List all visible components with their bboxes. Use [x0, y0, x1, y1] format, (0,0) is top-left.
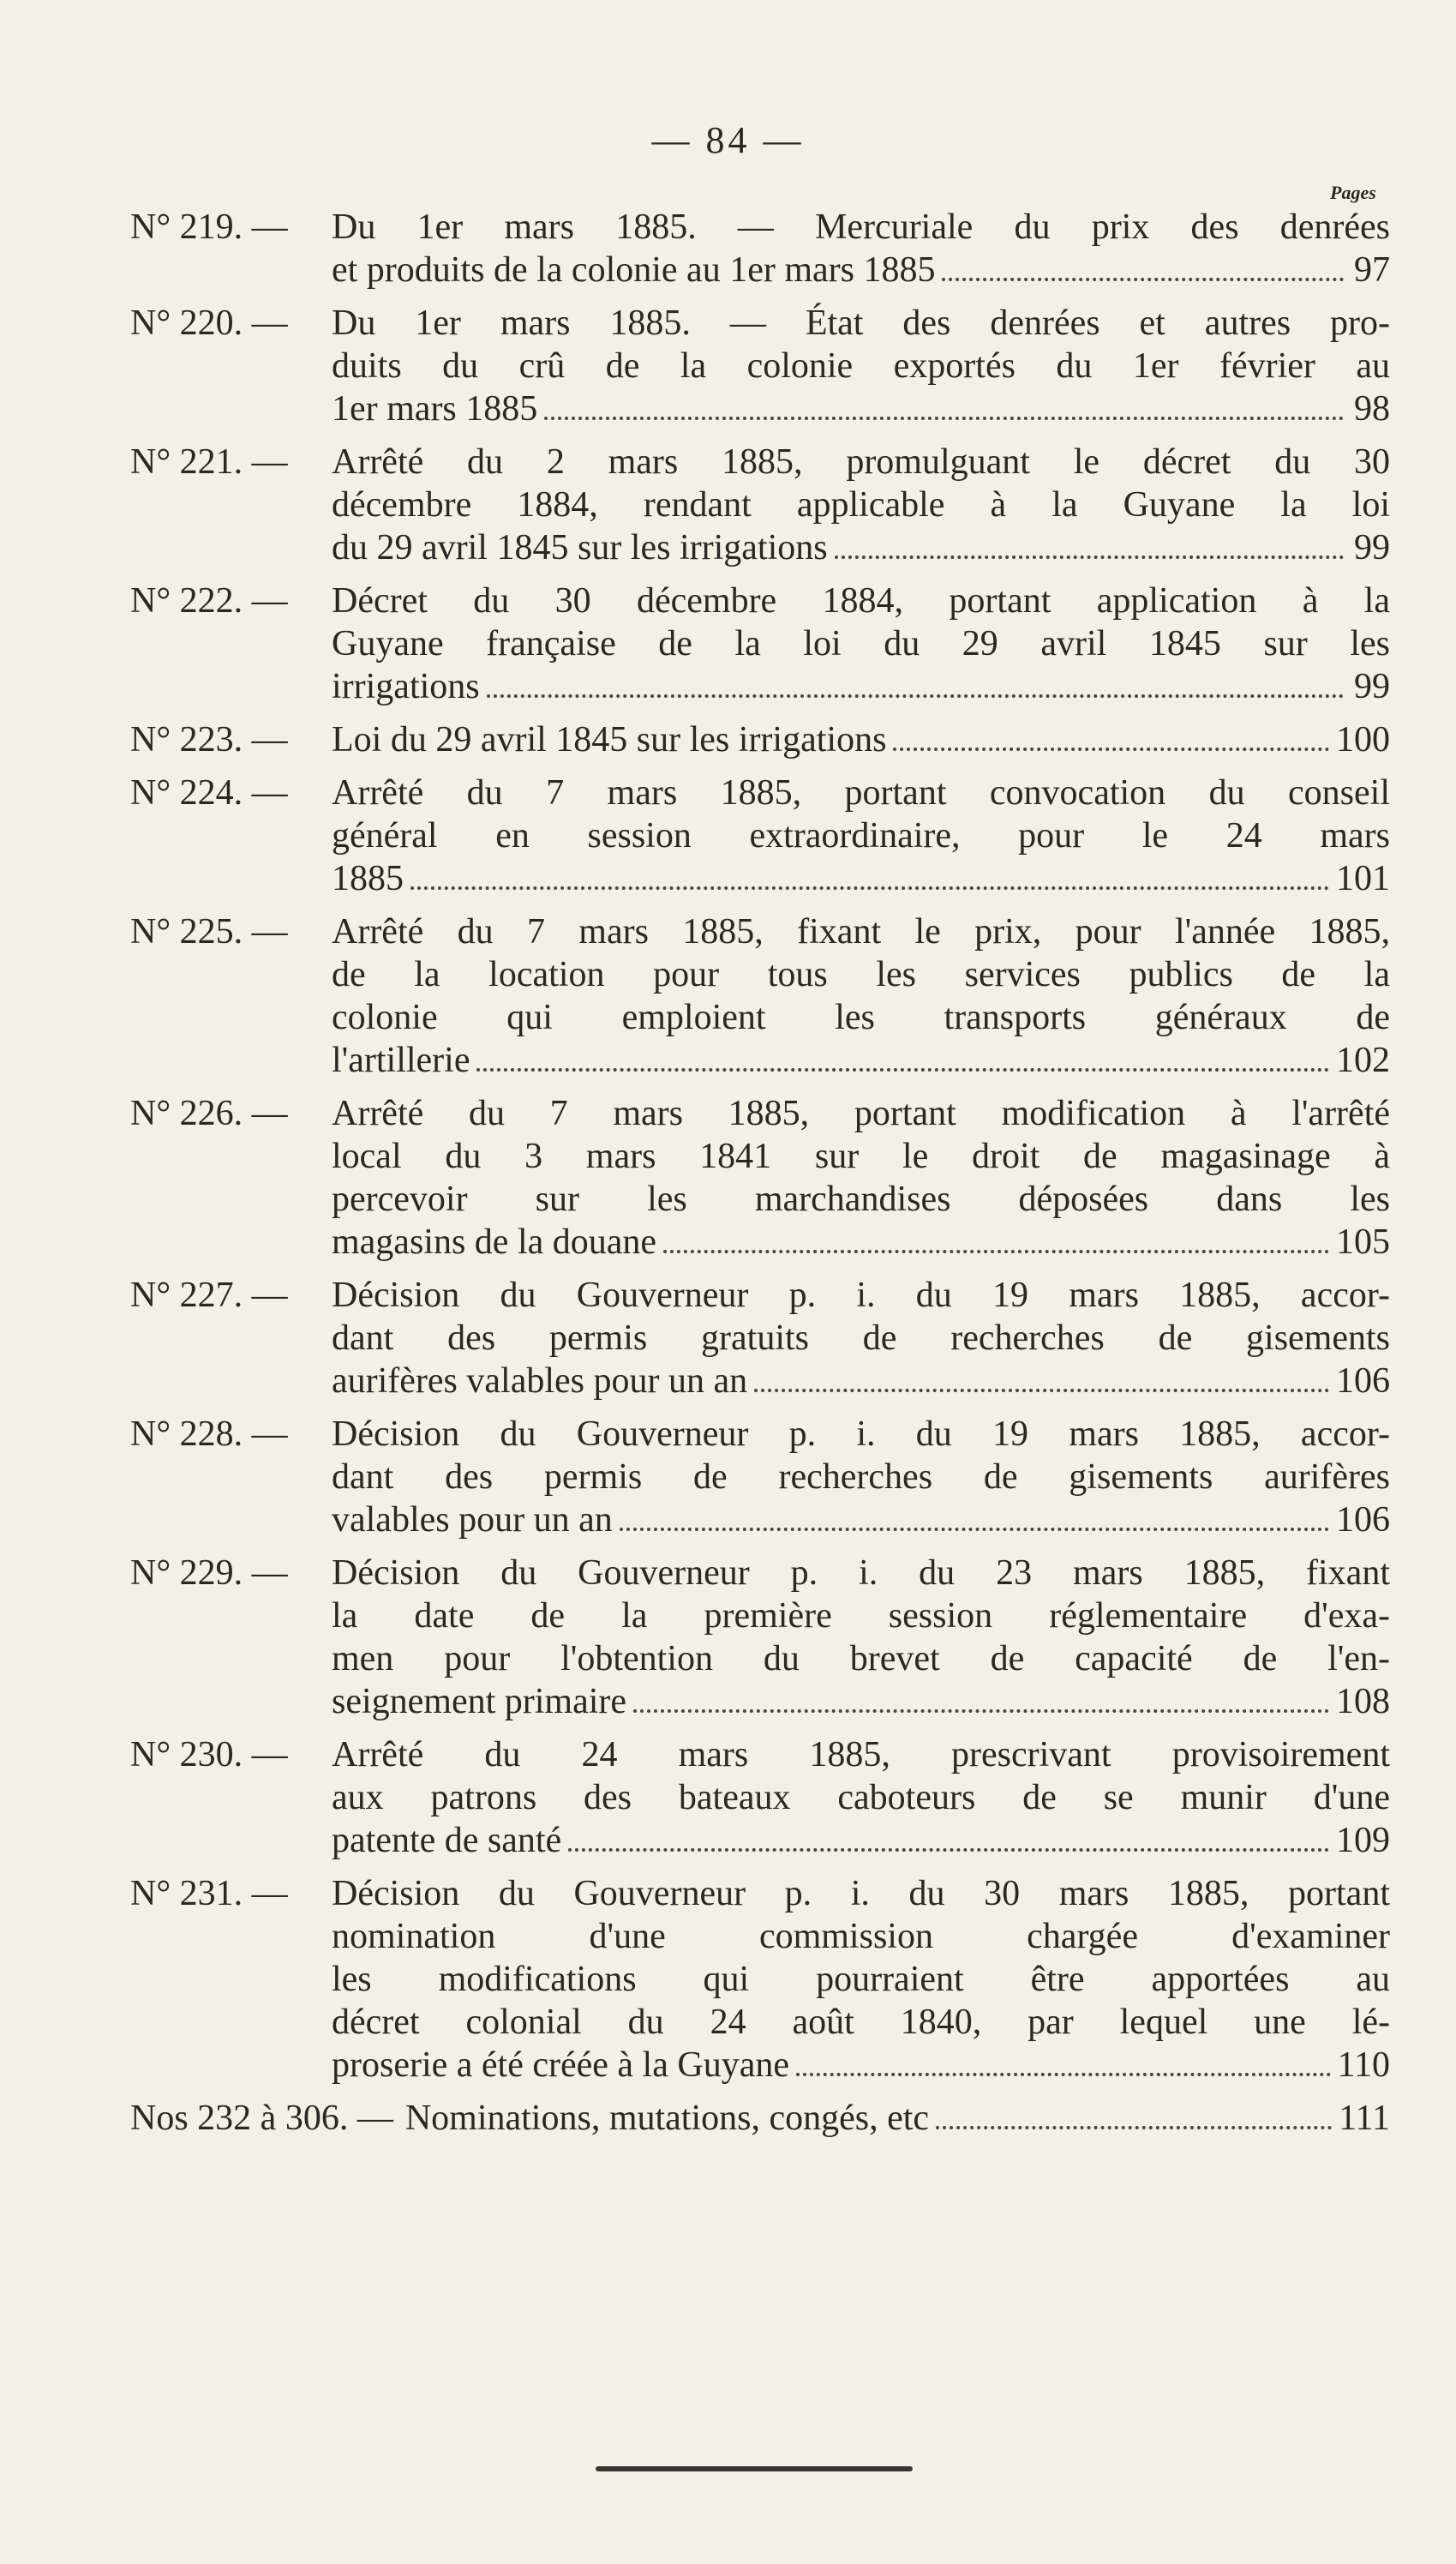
entry-last-line [332, 1039, 1390, 1082]
dot-leader [487, 694, 1344, 698]
entry-page-number: 102 [1336, 1041, 1390, 1080]
entry-last-text: et produits de la colonie au 1er mars 1885 [332, 250, 936, 290]
dot-leader [796, 2073, 1331, 2076]
entry-number: N° 227. — [130, 1276, 288, 1315]
entry-line: Arrêté du 24 mars 1885, prescrivant provisoirement [332, 1735, 1390, 1774]
entry-line: Arrêté du 7 mars 1885, portant modification à l'arrêté [332, 1094, 1390, 1133]
entry-last-line [332, 665, 1390, 708]
entry-line: Décision du Gouverneur p. i. du 19 mars 1885, accor- [332, 1414, 1390, 1454]
entry-last-text: du 29 avril 1845 sur les irrigations [332, 528, 828, 567]
toc-entry [130, 1552, 1390, 1723]
entry-line: Du 1er mars 1885. — Mercuriale du prix des denrées [332, 207, 1390, 247]
toc-entry [130, 1092, 1390, 1264]
dot-leader [936, 2126, 1332, 2129]
entry-line: Arrêté du 2 mars 1885, promulguant le décret du 30 [332, 442, 1390, 482]
entry-last-text: Nominations, mutations, congés, etc [404, 2099, 930, 2138]
entry-last-line [332, 1680, 1390, 1723]
entry-text [405, 2097, 1390, 2140]
entry-line: Décision du Gouverneur p. i. du 30 mars 1885, portant [332, 1874, 1390, 1913]
entry-page-number: 98 [1354, 389, 1390, 429]
entry-last-text: valables pour un an [332, 1500, 613, 1540]
pages-column-heading: Pages [1330, 182, 1376, 203]
entry-text [332, 206, 1390, 291]
entry-page-number: 106 [1336, 1500, 1390, 1540]
entry-number: N° 225. — [130, 912, 288, 952]
entry-line: nomination d'une commission chargée d'examiner [332, 1917, 1390, 1956]
entry-text [332, 441, 1390, 569]
entry-last-text: patente de santé [332, 1821, 562, 1860]
entry-text [332, 302, 1390, 430]
entry-page-number: 106 [1336, 1361, 1390, 1401]
entry-line: Du 1er mars 1885. — État des denrées et autres pro- [332, 303, 1390, 343]
entry-text [332, 910, 1390, 1082]
entry-line: Décision du Gouverneur p. i. du 23 mars 1885, fixant [332, 1553, 1390, 1593]
entry-page-number: 97 [1354, 250, 1390, 290]
entry-text [332, 579, 1390, 708]
entry-line: décret colonial du 24 août 1840, par lequel une lé- [332, 2003, 1390, 2042]
dot-leader [942, 278, 1344, 281]
entry-number: N° 222. — [130, 581, 288, 621]
entry-line: de la location pour tous les services publics de la [332, 955, 1390, 994]
toc-entry [130, 718, 1390, 761]
entry-last-line [332, 526, 1390, 569]
entry-page-number: 99 [1354, 667, 1390, 706]
entry-last-text: proserie a été créée à la Guyane [332, 2045, 789, 2085]
entry-text [332, 718, 1390, 761]
toc-entry [130, 1872, 1390, 2087]
entry-line: général en session extraordinaire, pour le 24 mars [332, 816, 1390, 856]
entry-last-line [332, 1819, 1390, 1862]
entry-last-line [332, 857, 1390, 900]
entry-number: N° 231. — [130, 1874, 288, 1913]
entry-number: N° 230. — [130, 1735, 288, 1774]
entry-last-line [332, 249, 1390, 291]
entry-last-line [332, 2044, 1390, 2087]
toc-entry [130, 206, 1390, 291]
entry-text [332, 1872, 1390, 2087]
entry-line: colonie qui emploient les transports généraux de [332, 998, 1390, 1037]
table-of-contents [130, 206, 1390, 2150]
entry-page-number: 101 [1336, 859, 1390, 898]
toc-entry [130, 910, 1390, 1082]
dot-leader [568, 1848, 1329, 1852]
entry-page-number: 108 [1336, 1682, 1390, 1721]
entry-number: N° 223. — [130, 720, 288, 760]
dot-leader [893, 748, 1329, 751]
entry-text [332, 1552, 1390, 1723]
entry-last-text: irrigations [332, 667, 480, 706]
entry-line: men pour l'obtention du brevet de capacité de l'en- [332, 1639, 1390, 1678]
toc-entry [130, 2097, 1390, 2140]
toc-entry [130, 1274, 1390, 1402]
entry-line: duits du crû de la colonie exportés du 1er février au [332, 346, 1390, 386]
toc-entry [130, 772, 1390, 900]
toc-entry [130, 1413, 1390, 1541]
dot-leader [544, 417, 1344, 420]
dot-leader [633, 1709, 1329, 1713]
dot-leader [476, 1068, 1329, 1072]
entry-number: N° 224. — [130, 773, 288, 813]
entry-line: décembre 1884, rendant applicable à la Guyane la loi [332, 485, 1390, 525]
toc-entry [130, 302, 1390, 430]
page-number: — 84 — [651, 119, 805, 161]
entry-last-text: 1885 [332, 859, 404, 898]
entry-last-line [332, 718, 1390, 761]
entry-last-text: Loi du 29 avril 1845 sur les irrigations [332, 720, 887, 760]
entry-last-line [405, 2097, 1390, 2140]
dot-leader [620, 1528, 1329, 1531]
entry-page-number: 111 [1339, 2099, 1390, 2138]
entry-text [332, 1092, 1390, 1264]
entry-last-text: 1er mars 1885 [332, 389, 538, 429]
entry-last-line [332, 1221, 1390, 1264]
entry-page-number: 100 [1336, 720, 1390, 760]
entry-last-line [332, 1360, 1390, 1402]
entry-text [332, 772, 1390, 900]
entry-line: la date de la première session réglementaire d'exa- [332, 1596, 1390, 1636]
entry-number: Nos 232 à 306. — [130, 2099, 393, 2138]
dot-leader [835, 555, 1344, 559]
dot-leader [754, 1389, 1329, 1392]
entry-number: N° 221. — [130, 442, 288, 482]
toc-entry [130, 579, 1390, 708]
entry-page-number: 110 [1337, 2045, 1390, 2085]
entry-last-line [332, 1498, 1390, 1541]
entry-last-text: magasins de la douane [332, 1222, 657, 1262]
entry-page-number: 99 [1354, 528, 1390, 567]
entry-line: Décision du Gouverneur p. i. du 19 mars 1885, accor- [332, 1276, 1390, 1315]
entry-line: Guyane française de la loi du 29 avril 1845 sur les [332, 624, 1390, 664]
entry-line: dant des permis gratuits de recherches de gisements [332, 1318, 1390, 1358]
entry-line: Arrêté du 7 mars 1885, portant convocation du conseil [332, 773, 1390, 813]
entry-page-number: 109 [1336, 1821, 1390, 1860]
entry-line: aux patrons des bateaux caboteurs de se munir d'une [332, 1778, 1390, 1817]
dot-leader [663, 1250, 1329, 1253]
entry-last-line [332, 387, 1390, 430]
entry-last-text: seignement primaire [332, 1682, 627, 1721]
entry-last-text: l'artillerie [332, 1041, 470, 1080]
entry-number: N° 226. — [130, 1094, 288, 1133]
dot-leader [410, 886, 1329, 890]
toc-entry [130, 1733, 1390, 1862]
entry-line: Décret du 30 décembre 1884, portant application à la [332, 581, 1390, 621]
entry-number: N° 220. — [130, 303, 288, 343]
entry-line: local du 3 mars 1841 sur le droit de magasinage à [332, 1137, 1390, 1176]
entry-line: Arrêté du 7 mars 1885, fixant le prix, pour l'année 1885, [332, 912, 1390, 952]
entry-line: les modifications qui pourraient être apportées au [332, 1960, 1390, 1999]
bottom-rule [596, 2466, 913, 2471]
entry-text [332, 1413, 1390, 1541]
toc-entry [130, 441, 1390, 569]
entry-number: N° 219. — [130, 207, 288, 247]
entry-number: N° 228. — [130, 1414, 288, 1454]
entry-last-text: aurifères valables pour un an [332, 1361, 748, 1401]
entry-text [332, 1733, 1390, 1862]
entry-number: N° 229. — [130, 1553, 288, 1593]
entry-page-number: 105 [1336, 1222, 1390, 1262]
entry-line: percevoir sur les marchandises déposées dans les [332, 1180, 1390, 1219]
entry-line: dant des permis de recherches de gisements aurifères [332, 1457, 1390, 1497]
entry-text [332, 1274, 1390, 1402]
